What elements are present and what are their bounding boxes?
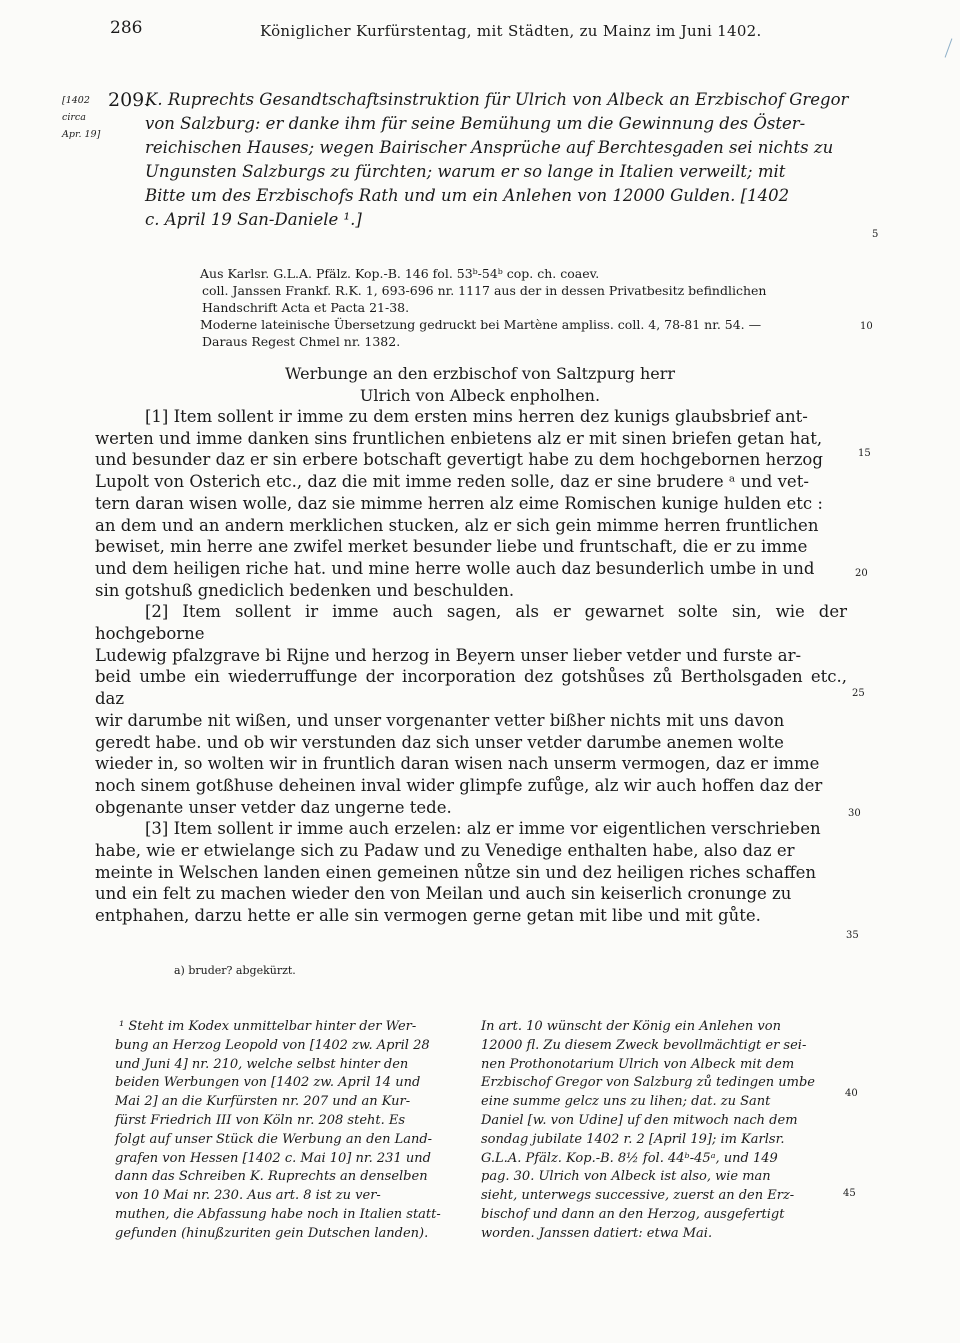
document-title-line: Ulrich von Albeck enpholhen. [359,386,601,405]
footnote-line: fürst Friedrich III von Köln nr. 208 steht. Es [115,1112,406,1128]
source-notes [200,265,855,350]
heading-line: reichischen Hauses; wegen Bairischer Ansprüche auf Berchtesgaden sei nichts zu [145,138,834,157]
body-line: obgenante unser vetder daz ungerne tede. [95,797,452,817]
heading-line: K. Ruprechts Gesandtschaftsinstruktion für Ulrich von Albeck an Erzbischof Gregor [145,90,849,109]
body-line: und ein felt zu machen wieder den von Meilan und auch sin keiserlich cronunge zu [95,884,792,904]
line-number: 35 [846,930,859,941]
heading-line: Ungunsten Salzburgs zu fürchten; warum er so lange in Italien verweilt; mit [145,162,786,181]
line-number: 25 [852,688,865,699]
line-number: 30 [848,808,861,819]
body-line: und dem heiligen riche hat. und mine herre wolle auch daz besunderlich umbe in und [95,558,815,578]
footnote-line: eine summe gelcz uns zu lihen; dat. zu Sant [481,1094,771,1110]
footnote-line: muthen, die Abfassung habe noch in Italien statt- [115,1206,441,1222]
line-number: 40 [845,1088,858,1099]
footnote-line: bung an Herzog Leopold von [1402 zw. April 28 [115,1037,430,1053]
footnote-line: dann das Schreiben K. Ruprechts an denselben [115,1169,428,1185]
footnote-line: und Juni 4] nr. 210, welche selbst hinter den [115,1056,409,1072]
footnote-column-left [115,1018,455,1244]
line-number: 15 [858,448,871,459]
footnote-line: beiden Werbungen von [1402 zw. April 14 und [115,1075,421,1091]
source-line: Daraus Regest Chmel nr. 1382. [202,334,401,349]
body-line: Ludewig pfalzgrave bi Rijne und herzog in Beyern unser lieber vetder und furste ar- [95,645,802,665]
footnote-column-right [481,1018,836,1244]
line-number: 5 [872,229,879,240]
footnote-line: In art. 10 wünscht der König ein Anlehen von [481,1019,781,1034]
body-line: entphahen, darzu hette er alle sin vermogen gerne getan mit libe und mit gůte. [95,906,761,926]
margin-date: [1402 circa Apr. 19] [62,95,101,140]
body-line: werten und imme danken sins fruntlichen enbietens alz er mit sinen briefen getan hat, [95,428,823,448]
document-body [95,406,847,927]
line-number: 10 [860,321,873,332]
heading-line: von Salzburg: er danke ihm für seine Bemühung um die Gewinnung des Öster- [145,114,806,133]
body-line: habe, wie er etwielange sich zu Padaw und zu Venedige enthalten habe, also daz er [95,841,795,861]
body-line: [2] Item sollent ir imme auch sagen, als er gewarnet solte sin, wie der hochgeborne [95,602,847,644]
source-line: Aus Karlsr. G.L.A. Pfälz. Kop.-B. 146 fol. 53ᵇ-54ᵇ cop. ch. coaev. [200,266,600,281]
body-line: beid umbe ein wiederruffunge der incorporation dez gotshůses zů Bertholsgaden etc., daz [95,667,847,709]
record-number: 209. [108,89,151,111]
heading-line: c. April 19 San-Daniele ¹.] [145,210,362,229]
footnote-line: pag. 30. Ulrich von Albeck ist also, wie man [481,1169,771,1185]
source-line: Handschrift Acta et Pacta 21-38. [202,300,410,315]
body-line: wieder in, so wolten wir in fruntlich daran wisen nach unserm vermogen, daz er imme [95,754,820,774]
footnote-line: folgt auf unser Stück die Werbung an den Land- [115,1131,433,1147]
footnote-line: ¹ Steht im Kodex unmittelbar hinter der Wer- [119,1019,417,1034]
body-line: noch sinem gotßhuse deheinen inval wider glimpfe zufůge, alz wir auch hoffen daz der [95,775,823,795]
footnote-line: gefunden (hinußzuriten gein Dutschen landen). [115,1225,429,1241]
source-line: Moderne lateinische Übersetzung gedruckt bei Martène ampliss. coll. 4, 78-81 nr. 54. — [200,317,762,332]
document-title-line: Werbunge an den erzbischof von Saltzpurg herr [284,364,676,383]
critical-footnote: a) bruder? abgekürzt. [174,964,296,977]
footnote-line: bischof und dann an den Herzog, ausgefertigt [481,1206,785,1222]
footnote-line: Erzbischof Gregor von Salzburg zů tedingen umbe [481,1075,815,1091]
footnote-line: worden. Janssen datiert: etwa Mai. [481,1225,713,1241]
running-title: Königlicher Kurfürstentag, mit Städten, zu Mainz im Juni 1402. [260,22,762,40]
record-heading [145,88,855,232]
page-number: 286 [110,18,143,38]
footnote-line: 12000 fl. Zu diesem Zweck bevollmächtigt er sei- [481,1037,807,1053]
body-line: sin gotshuß gnediclich bedenken und beschulden. [95,580,515,600]
body-line: an dem und an andern merklichen stucken, alz er sich gein mimme herren fruntlichen [95,515,819,535]
line-number: 20 [855,568,868,579]
line-number: 45 [843,1188,856,1199]
body-line: wir darumbe nit wißen, und unser vorgenanter vetter bißher nichts mit uns davon [95,710,785,730]
heading-line: Bitte um des Erzbischofs Rath und um ein Anlehen von 12000 Gulden. [1402 [145,186,790,205]
body-line: meinte in Welschen landen einen gemeinen nůtze sin und dez heiligen riches schaffen [95,862,816,882]
body-line: tern daran wisen wolle, daz sie mimme herren alz eime Romischen kunige hulden etc : [95,493,823,513]
body-line: [1] Item sollent ir imme zu dem ersten mins herren dez kunigs glaubsbrief ant- [145,407,808,426]
footnote-line: nen Prothonotarium Ulrich von Albeck mit dem [481,1056,795,1072]
pen-mark [945,38,953,57]
body-line: und besunder daz er sin erbere botschaft gevertigt habe zu dem hochgebornen herzog [95,450,823,470]
footnote-line: G.L.A. Pfälz. Kop.-B. 8½ fol. 44ᵇ-45ᵃ, und 149 [481,1150,778,1166]
body-line: bewiset, min herre ane zwifel merket besunder liebe und fruntschaft, die er zu imme [95,537,808,557]
source-line: coll. Janssen Frankf. R.K. 1, 693-696 nr. 1117 aus der in dessen Privatbesitz befindlichen [202,283,767,298]
body-line: Lupolt von Osterich etc., daz die mit imme reden solle, daz er sine brudere ᵃ und vet- [95,472,809,492]
footnote-line: von 10 Mai nr. 230. Aus art. 8 ist zu ver- [115,1188,381,1204]
footnote-line: Daniel [w. von Udine] uf den mitwoch nach dem [481,1112,798,1128]
body-line: [3] Item sollent ir imme auch erzelen: alz er imme vor eigentlichen verschrieben [145,819,821,839]
footnote-line: grafen von Hessen [1402 c. Mai 10] nr. 231 und [115,1150,431,1166]
footnote-line: Mai 2] an die Kurfürsten nr. 207 und an Kur- [115,1094,411,1110]
footnote-line: sondag jubilate 1402 r. 2 [April 19]; im Karlsr. [481,1131,785,1147]
footnote-line: sieht, unterwegs successive, zuerst an den Erz- [481,1188,795,1204]
body-line: geredt habe. und ob wir verstunden daz sich unser vetder darumbe anemen wolte [95,732,784,752]
